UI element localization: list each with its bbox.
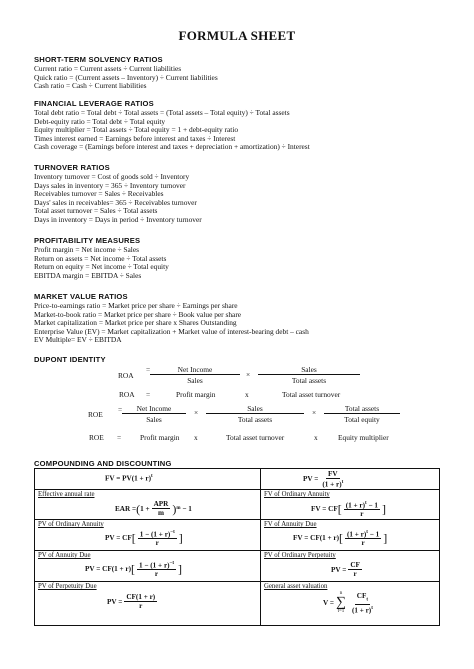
pv-formula: PV = $\frac{FV}{(1 + r)^t}$ (303, 470, 344, 489)
fv-annuity-due-formula: FV = CF(1 + r) [ $\frac{(1 + r)^t - 1}{r}$ ] (293, 530, 388, 548)
formula-line: Total asset turnover = Sales ÷ Total assets (34, 206, 158, 216)
label-fv-annuity-due: FV of Annuity Due (264, 521, 317, 528)
section-short-term-solvency (34, 55, 444, 91)
formula-line: EBITDA margin = EBITDA ÷ Sales (34, 270, 142, 280)
section-heading: DUPONT IDENTITY (34, 355, 106, 364)
row-divider (35, 519, 439, 520)
roa-profit-margin: Profit margin (176, 390, 216, 399)
formula-line: Receivables turnover = Sales ÷ Receivables (34, 189, 164, 199)
formula-line: Market-to-book ratio = Market price per share ÷ Book value per share (34, 309, 242, 319)
roa-sales-numerator: Sales (301, 365, 317, 374)
formula-line: Cash coverage = (Earnings before interest and taxes + depreciation + amortization) ÷ Interest (34, 142, 310, 152)
times-x: x (314, 433, 318, 442)
section-market-value (34, 292, 444, 345)
section-heading: PROFITABILITY MEASURES (34, 236, 141, 245)
label-pv-ordinary-perpetuity: PV of Ordinary Perpetuity (264, 552, 336, 559)
section-dupont (34, 355, 444, 365)
roe-total-assets-numerator: Total assets (344, 404, 380, 413)
section-heading: TURNOVER RATIOS (34, 163, 110, 172)
times-x: x (194, 433, 198, 442)
roa-total-asset-turnover: Total asset turnover (282, 390, 341, 399)
roe-sales: Sales (146, 415, 162, 424)
row-divider (35, 489, 439, 490)
section-financial-leverage (34, 99, 444, 152)
roe-sales-numerator: Sales (247, 404, 263, 413)
roe-profit-margin: Profit margin (140, 433, 180, 442)
roe-net-income: Net Income (136, 404, 172, 413)
ear-formula: EAR = ( 1 + $\frac{\text{APR}}{m}$ ) m − 1 (115, 500, 192, 517)
roe-label: ROE (88, 410, 103, 419)
section-turnover (34, 163, 444, 225)
equals-sign: = (118, 405, 123, 414)
label-pv-annuity-due: PV of Annuity Due (38, 552, 91, 559)
roa-label-2: ROA (119, 390, 135, 399)
formula-line: Quick ratio = (Current assets – Inventory) ÷ Current liabilities (34, 72, 218, 82)
roe-label-2: ROE (89, 433, 104, 442)
pv-annuity-due-formula: PV = CF(1 + r) [ $\frac{1 - (1 + r)^{-t}}{r}$ ] (85, 561, 183, 579)
label-pv-perpetuity-due: PV of Perpetuity Due (38, 583, 97, 590)
page-title: FORMULA SHEET (178, 28, 296, 43)
pv-ordinary-perpetuity-formula: PV = $\frac{CF}{r}$ (331, 561, 360, 578)
pv-perpetuity-due-formula: PV = $\frac{CF(1 + r)}{r}$ (107, 593, 156, 610)
section-heading: COMPOUNDING AND DISCOUNTING (34, 459, 172, 468)
formula-line: EV Multiple= EV ÷ EBITDA (34, 335, 122, 345)
fraction-bar (258, 374, 360, 375)
section-heading: SHORT-TERM SOLVENCY RATIOS (34, 55, 163, 64)
roa-net-income: Net Income (177, 365, 213, 374)
column-divider (260, 469, 261, 625)
roe-total-asset-turnover: Total asset turnover (226, 433, 285, 442)
section-heading: MARKET VALUE RATIOS (34, 292, 128, 301)
formula-line: Enterprise Value (EV) = Market capitalization + Market value of interest-bearing debt – cash (34, 326, 309, 336)
row-divider (35, 550, 439, 551)
equals-sign: = (146, 365, 151, 374)
times-x: x (245, 390, 249, 399)
roa-total-assets: Total assets (291, 376, 327, 385)
formula-line: Equity multiplier = Total assets ÷ Total equity = 1 + debt-equity ratio (34, 125, 239, 135)
label-fv-ordinary-annuity: FV of Ordinary Annuity (264, 491, 330, 498)
fraction-bar (150, 374, 240, 375)
formula-line: Return on assets = Net income ÷ Total assets (34, 253, 167, 263)
label-pv-ordinary-annuity: PV of Ordinary Annuity (38, 521, 104, 528)
formula-line: Market capitalization = Market price per share x Shares Outstanding (34, 318, 237, 328)
fraction-bar (206, 413, 304, 414)
formula-line: Cash ratio = Cash ÷ Current liabilities (34, 81, 147, 91)
section-heading: FINANCIAL LEVERAGE RATIOS (34, 99, 154, 108)
formula-line: Return on equity = Net income ÷ Total equity (34, 262, 169, 272)
pv-ordinary-annuity-formula: PV = CF [ $\frac{1 - (1 + r)^{-t}}{r}$ ] (105, 530, 183, 548)
label-effective-annual-rate: Effective annual rate (38, 491, 95, 498)
formula-line: Current ratio = Current assets ÷ Current liabilities (34, 64, 182, 73)
formula-line: Price-to-earnings ratio = Market price per share ÷ Earnings per share (34, 301, 238, 310)
roe-total-assets: Total assets (237, 415, 273, 424)
times-sign: × (194, 408, 199, 417)
fv-ordinary-annuity-formula: FV = CF [ $\frac{(1 + r)^t - 1}{r}$ ] (311, 501, 386, 519)
equals-sign: = (117, 433, 122, 442)
formula-line: Profit margin = Net income ÷ Sales (34, 245, 139, 254)
formula-line: Inventory turnover = Cost of goods sold ÷ Inventory (34, 172, 190, 181)
formula-line: Days sales in inventory = 365 ÷ Inventory turnover (34, 180, 186, 190)
roa-sales: Sales (187, 376, 203, 385)
compounding-table (34, 468, 440, 626)
roa-label: ROA (118, 371, 134, 380)
fv-formula: FV = $PV(1 + r)^t$ (105, 474, 153, 483)
equals-sign: = (146, 390, 151, 399)
formula-line: Days in inventory = Days in period ÷ Inventory turnover (34, 214, 202, 224)
formula-line: Total debt ratio = Total debt ÷ Total assets = (Total assets – Total equity) ÷ Total assets (34, 108, 290, 117)
formula-line: Times interest earned = Earnings before interest and taxes ÷ Interest (34, 133, 236, 143)
formula-line: Days' sales in receivables= 365 ÷ Receivables turnover (34, 197, 197, 207)
times-sign: × (246, 370, 251, 379)
general-asset-valuation-formula: V = n ∑ t=1 $\frac{CF_t}{(1 + r)^t}$ (323, 591, 373, 615)
roe-total-equity: Total equity (344, 415, 380, 424)
roe-equity-multiplier: Equity multiplier (338, 433, 389, 442)
label-general-asset-valuation: General asset valuation (264, 583, 328, 590)
row-divider (35, 581, 439, 582)
formula-line: Debt-equity ratio = Total debt ÷ Total equity (34, 116, 166, 126)
fraction-bar (324, 413, 400, 414)
fraction-bar (122, 413, 186, 414)
times-sign: × (312, 408, 317, 417)
section-profitability (34, 236, 444, 280)
